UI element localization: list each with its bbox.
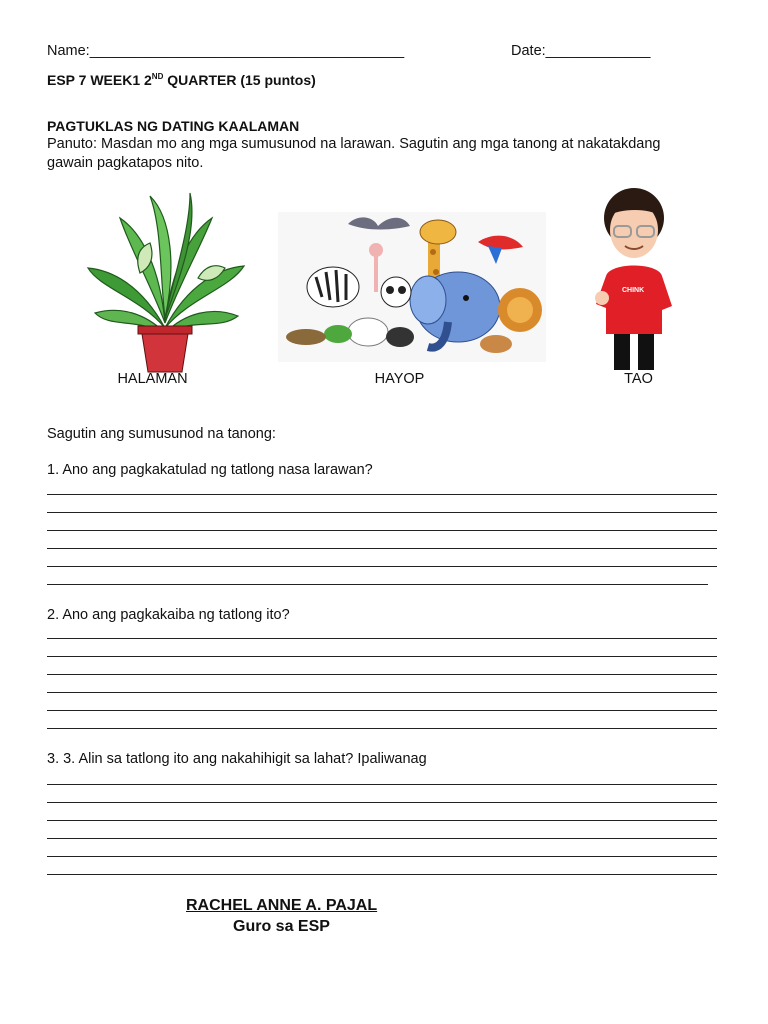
- caption-hayop: HAYOP: [374, 371, 425, 387]
- answer-line[interactable]: [47, 692, 717, 693]
- title-superscript: ND: [151, 72, 164, 81]
- caption-halaman: HALAMAN: [117, 371, 188, 387]
- answer-line[interactable]: [47, 566, 717, 567]
- answer-line[interactable]: [47, 728, 717, 729]
- answer-line[interactable]: [47, 512, 717, 513]
- instruction-line-1: Panuto: Masdan mo ang mga sumusunod na larawan. Sagutin ang mga tanong at nakatakdang: [47, 136, 661, 152]
- section-heading: PAGTUKLAS NG DATING KAALAMAN: [47, 118, 300, 134]
- answer-line[interactable]: [47, 674, 717, 675]
- instruction-line-2: gawain pagkatapos nito.: [47, 155, 204, 171]
- answer-line[interactable]: [47, 856, 717, 857]
- answer-line[interactable]: [47, 638, 717, 639]
- questions-intro: Sagutin ang sumusunod na tanong:: [47, 426, 276, 442]
- title-main: ESP 7 WEEK1 2: [47, 72, 152, 88]
- answer-line[interactable]: [47, 710, 717, 711]
- person-picture: [592, 186, 676, 372]
- date-field-label: Date:_____________: [511, 43, 651, 59]
- answer-line[interactable]: [47, 530, 717, 531]
- answer-line[interactable]: [47, 838, 717, 839]
- teacher-name: RACHEL ANNE A. PAJAL: [186, 897, 378, 914]
- answer-line[interactable]: [47, 802, 717, 803]
- name-field-label: Name:_______________________________________: [47, 43, 405, 59]
- answer-line[interactable]: [47, 584, 708, 585]
- answer-line[interactable]: [47, 548, 717, 549]
- question-2: 2. Ano ang pagkakaiba ng tatlong ito?: [47, 607, 290, 623]
- title-rest: QUARTER (15 puntos): [163, 72, 316, 88]
- teacher-title: Guro sa ESP: [233, 918, 330, 935]
- worksheet-title: [47, 72, 316, 88]
- answer-line[interactable]: [47, 874, 717, 875]
- question-3: 3. 3. Alin sa tatlong ito ang nakahihigit sa lahat? Ipaliwanag: [47, 751, 427, 767]
- answer-line[interactable]: [47, 784, 717, 785]
- answer-line[interactable]: [47, 820, 717, 821]
- caption-tao: TAO: [624, 371, 653, 387]
- answer-line[interactable]: [47, 656, 717, 657]
- plant-picture: [80, 188, 250, 374]
- shirt-text: CHINK: [622, 287, 645, 294]
- question-1: 1. Ano ang pagkakatulad ng tatlong nasa larawan?: [47, 462, 373, 478]
- animals-picture: [278, 212, 546, 362]
- answer-line[interactable]: [47, 494, 717, 495]
